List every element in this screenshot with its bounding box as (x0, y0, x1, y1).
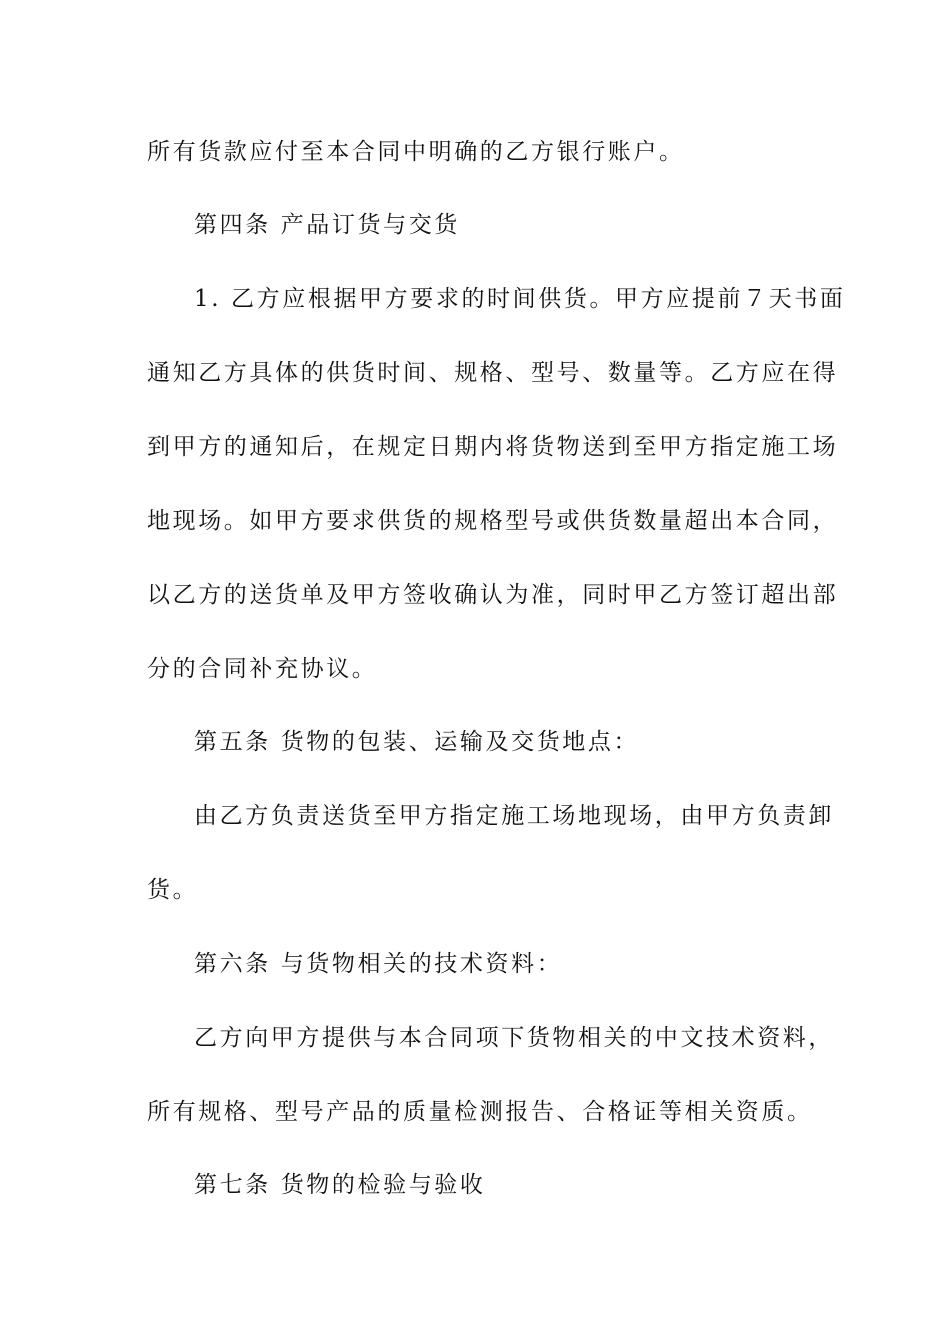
paragraph-line: 1. 乙方应根据甲方要求的时间供货。甲方应提前７天书面 (194, 286, 846, 312)
paragraph-line: 到甲方的通知后，在规定日期内将货物送到至甲方指定施工场 (147, 434, 839, 460)
article-heading: 第六条 与货物相关的技术资料： (194, 951, 563, 977)
article-heading: 第七条 货物的检验与验收 (194, 1172, 486, 1198)
paragraph-line: 货。 (147, 877, 199, 903)
paragraph-line: 所有规格、型号产品的质量检测报告、合格证等相关资质。 (147, 1099, 813, 1125)
paragraph-line: 以乙方的送货单及甲方签收确认为准，同时甲乙方签订超出部 (147, 582, 839, 608)
article-heading: 第四条 产品订货与交货 (194, 212, 460, 238)
article-heading: 第五条 货物的包装、运输及交货地点： (194, 729, 640, 755)
paragraph-line: 分的合同补充协议。 (147, 656, 378, 682)
paragraph-line: 地现场。如甲方要求供货的规格型号或供货数量超出本合同， (147, 508, 839, 534)
paragraph-line: 所有货款应付至本合同中明确的乙方银行账户。 (147, 139, 685, 165)
paragraph-line: 通知乙方具体的供货时间、规格、型号、数量等。乙方应在得 (147, 360, 839, 386)
paragraph-line: 由乙方负责送货至甲方指定施工场地现场，由甲方负责卸 (194, 803, 834, 829)
paragraph-line: 乙方向甲方提供与本合同项下货物相关的中文技术资料， (194, 1025, 834, 1051)
